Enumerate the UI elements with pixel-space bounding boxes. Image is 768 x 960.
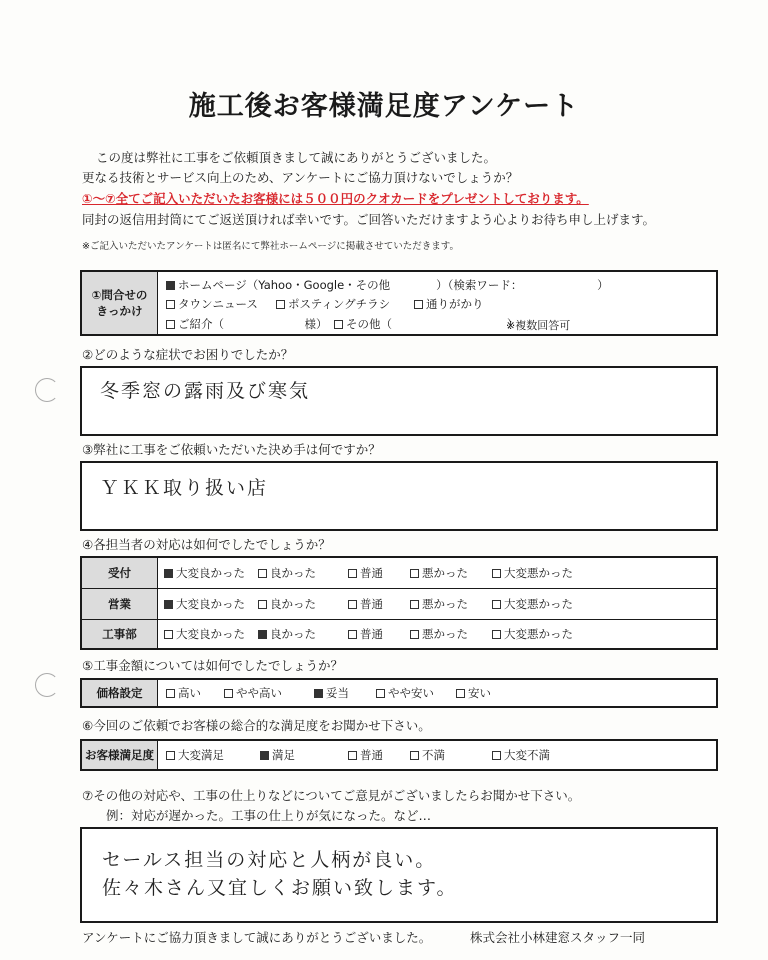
checkbox-icon[interactable] — [492, 569, 501, 578]
checkbox-icon[interactable] — [348, 630, 357, 639]
q2-answer-box[interactable] — [80, 366, 718, 436]
q2-question: ②どのような症状でお困りでしたか？ — [82, 347, 294, 362]
q1-multi-note: ※複数回答可 — [506, 319, 571, 332]
q4-row-label: 営業 — [82, 589, 158, 619]
intro-line-2: 更なる技術とサービス向上のため、アンケートにご協力頂けないでしょうか？ — [82, 170, 519, 185]
checkbox-icon[interactable] — [348, 600, 357, 609]
q5-row-option-label: やや安い — [388, 686, 434, 700]
q1-option-other[interactable] — [334, 316, 519, 332]
q5-row-option-label: 高い — [178, 686, 201, 700]
q6-row-option[interactable] — [260, 747, 295, 763]
checkbox-icon[interactable] — [166, 751, 175, 760]
q4-row-option[interactable] — [258, 626, 316, 642]
q7-answer-box[interactable] — [80, 827, 718, 923]
q4-row-option[interactable] — [348, 565, 383, 581]
q6-row-option-label: 大変不満 — [504, 748, 550, 762]
q6-label: お客様満足度 — [82, 741, 158, 769]
q6-row-option-label: 満足 — [272, 748, 295, 762]
q1-option-homepage[interactable] — [166, 277, 609, 293]
q4-row-option-label: 大変悪かった — [504, 597, 573, 611]
checkbox-icon-checked[interactable] — [258, 630, 267, 639]
q4-row-option-label: 大変良かった — [176, 627, 245, 641]
q6-question: ⑥今回のご依頼でお客様の総合的な満足度をお聞かせ下さい。 — [82, 718, 431, 733]
checkbox-icon[interactable] — [376, 689, 385, 698]
q4-row-option-label: 普通 — [360, 597, 383, 611]
checkbox-icon[interactable] — [224, 689, 233, 698]
q4-row-option[interactable] — [164, 626, 245, 642]
q1-option-homepage-label: ホームページ（Yahoo・Google・その他 ）（検索ワード： ） — [178, 278, 609, 292]
checkbox-icon[interactable] — [334, 320, 343, 329]
intro-highlight: ①～⑦全てご記入いただいたお客様には５００円のクオカードをプレゼントしております。 — [82, 191, 589, 206]
q4-row-option-label: 大変悪かった — [504, 627, 573, 641]
punch-hole-icon — [35, 378, 59, 402]
q6-row-option[interactable] — [166, 747, 224, 763]
intro-note: ※ご記入いただいたアンケートは匿名にて弊社ホームページに掲載させていただきます。 — [82, 241, 459, 252]
checkbox-icon[interactable] — [164, 630, 173, 639]
q1-option-referral[interactable] — [166, 316, 328, 332]
q4-row-label: 受付 — [82, 558, 158, 588]
q5-row-option-label: 妥当 — [326, 686, 349, 700]
q1-option-passing[interactable] — [414, 296, 484, 312]
intro-line-1: この度は弊社に工事をご依頼頂きまして誠にありがとうございました。 — [96, 150, 497, 165]
checkbox-icon-checked[interactable] — [164, 569, 173, 578]
q5-row-option[interactable] — [376, 685, 434, 701]
checkbox-icon[interactable] — [348, 569, 357, 578]
q1-label-line-2: きっかけ — [96, 304, 143, 318]
checkbox-icon[interactable] — [348, 751, 357, 760]
q1-option-town-news[interactable] — [166, 296, 258, 312]
q4-row-option[interactable] — [164, 565, 245, 581]
q3-answer-box[interactable] — [80, 461, 718, 531]
q4-row-option-label: 良かった — [270, 627, 316, 641]
checkbox-icon[interactable] — [492, 630, 501, 639]
q6-row-option-label: 大変満足 — [178, 748, 224, 762]
checkbox-icon-checked[interactable] — [260, 751, 269, 760]
q4-row-option[interactable] — [258, 596, 316, 612]
q4-row-option[interactable] — [492, 596, 573, 612]
q5-row-option-label: やや高い — [236, 686, 282, 700]
q5-row-option-label: 安い — [468, 686, 491, 700]
q4-row-option-label: 大変悪かった — [504, 566, 573, 580]
q3-question: ③弊社に工事をご依頼いただいた決め手は何ですか？ — [82, 442, 381, 457]
q4-row-option-label: 普通 — [360, 627, 383, 641]
q5-row-option[interactable] — [314, 685, 349, 701]
q6-table — [80, 739, 718, 771]
checkbox-icon[interactable] — [258, 569, 267, 578]
q1-option-posting[interactable] — [276, 296, 390, 312]
q4-row-option-label: 良かった — [270, 566, 316, 580]
q4-row-option[interactable] — [492, 565, 573, 581]
checkbox-icon[interactable] — [166, 689, 175, 698]
q4-row-option-label: 普通 — [360, 566, 383, 580]
q1-label — [82, 272, 158, 334]
checkbox-icon-checked[interactable] — [314, 689, 323, 698]
q1-label-line-1: ①問合せの — [91, 288, 148, 302]
q4-row-option-label: 良かった — [270, 597, 316, 611]
q6-row-option[interactable] — [410, 747, 445, 763]
q4-question: ④各担当者の対応は如何でしたでしょうか？ — [82, 537, 331, 552]
checkbox-icon[interactable] — [414, 300, 423, 309]
footer-company: 株式会社小林建窓スタッフ一同 — [470, 930, 646, 945]
q6-row-option[interactable] — [348, 747, 383, 763]
q1-option-posting-label: ポスティングチラシ — [288, 297, 391, 311]
q4-row-option-label: 悪かった — [422, 566, 468, 580]
q1-option-town-news-label: タウンニュース — [178, 297, 258, 311]
q4-table — [80, 556, 718, 650]
checkbox-icon[interactable] — [410, 630, 419, 639]
q4-row-option-label: 悪かった — [422, 597, 468, 611]
footer-thanks: アンケートにご協力頂きまして誠にありがとうございました。 — [82, 930, 432, 945]
q5-row-option[interactable] — [166, 685, 201, 701]
checkbox-icon[interactable] — [276, 300, 285, 309]
q1-option-passing-label: 通りがかり — [426, 297, 484, 311]
q7-answer-line-2: 佐々木さん又宜しくお願い致します。 — [102, 877, 458, 899]
q4-row-option[interactable] — [348, 626, 383, 642]
checkbox-icon[interactable] — [456, 689, 465, 698]
q4-row-option[interactable] — [348, 596, 383, 612]
checkbox-icon[interactable] — [410, 751, 419, 760]
checkbox-icon-checked[interactable] — [164, 600, 173, 609]
q7-answer-line-1: セールス担当の対応と人柄が良い。 — [102, 849, 437, 871]
q5-table — [80, 678, 718, 708]
page-title: 施工後お客様満足度アンケート — [188, 91, 580, 122]
q4-row-option[interactable] — [410, 565, 468, 581]
q4-row-option[interactable] — [410, 626, 468, 642]
q4-row-option-label: 悪かった — [422, 627, 468, 641]
intro-line-3: 同封の返信用封筒にてご返送頂ければ幸いです。ご回答いただけますよう心よりお待ち申し上げます。 — [82, 212, 656, 227]
q7-question: ⑦その他の対応や、工事の仕上りなどについてご意見がございましたらお聞かせ下さい。 — [82, 788, 581, 803]
checkbox-icon[interactable] — [258, 600, 267, 609]
q4-row-option[interactable] — [164, 596, 245, 612]
q4-row-option[interactable] — [410, 596, 468, 612]
q1-option-referral-label: ご紹介（ 様） — [178, 317, 328, 331]
checkbox-icon[interactable] — [410, 569, 419, 578]
q4-row-option-label: 大変良かった — [176, 566, 245, 580]
checkbox-icon[interactable] — [410, 600, 419, 609]
q4-row-option[interactable] — [492, 626, 573, 642]
q5-row-option[interactable] — [224, 685, 282, 701]
checkbox-icon[interactable] — [492, 600, 501, 609]
q1-box — [80, 270, 718, 336]
q5-row-option[interactable] — [456, 685, 491, 701]
checkbox-icon-checked[interactable] — [166, 281, 175, 290]
q7-example: 例：対応が遅かった。工事の仕上りが気になった。など… — [106, 808, 432, 823]
checkbox-icon[interactable] — [166, 320, 175, 329]
punch-hole-icon — [35, 673, 59, 697]
q4-row-divider — [82, 619, 716, 620]
q4-row-divider — [82, 588, 716, 589]
q1-option-other-label: その他（ ） — [346, 317, 519, 331]
checkbox-icon[interactable] — [166, 300, 175, 309]
q4-row-option-label: 大変良かった — [176, 597, 245, 611]
q3-answer: ＹＫＫ取り扱い店 — [100, 477, 269, 499]
q2-answer: 冬季窓の露雨及び寒気 — [100, 380, 311, 402]
q6-row-option-label: 普通 — [360, 748, 383, 762]
q6-row-option[interactable] — [492, 747, 550, 763]
checkbox-icon[interactable] — [492, 751, 501, 760]
q5-label: 価格設定 — [82, 680, 158, 706]
q6-row-option-label: 不満 — [422, 748, 445, 762]
q4-row-label: 工事部 — [82, 620, 158, 648]
q4-row-option[interactable] — [258, 565, 316, 581]
q5-question: ⑤工事金額については如何でしたでしょうか？ — [82, 658, 343, 673]
